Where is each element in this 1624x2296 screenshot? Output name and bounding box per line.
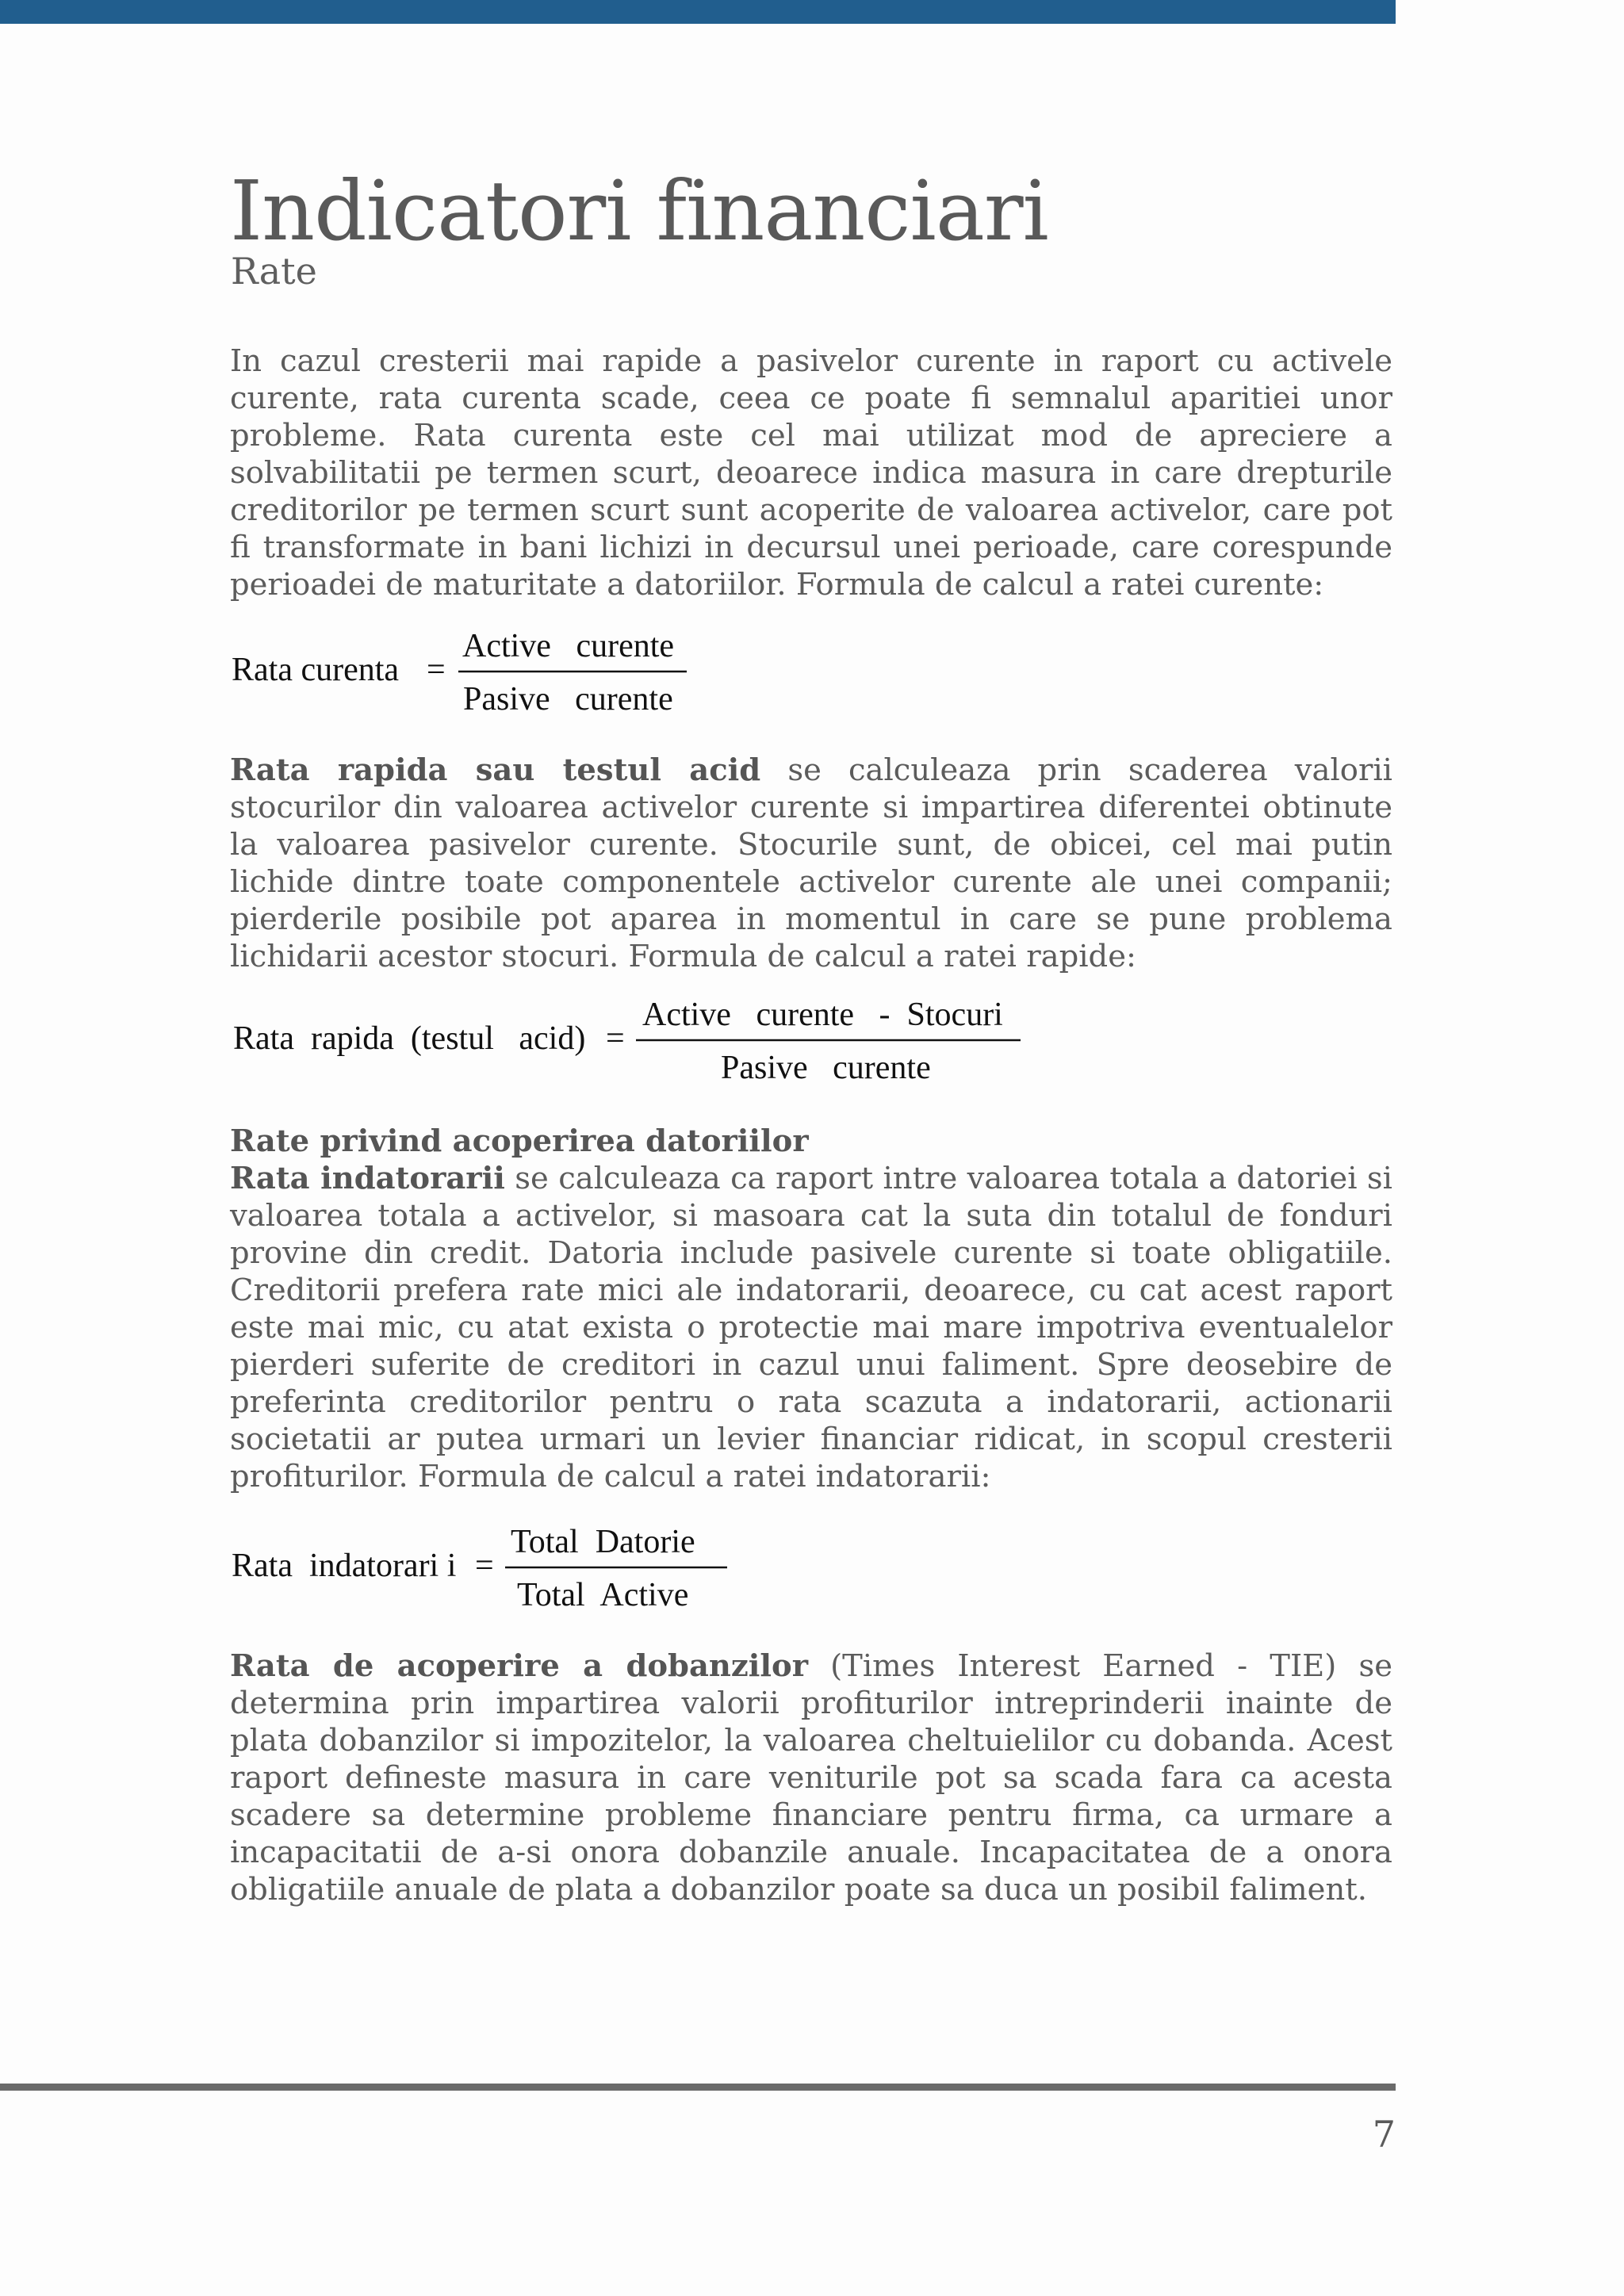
formula-current-ratio (232, 622, 707, 733)
formula-equals: = (475, 1548, 494, 1584)
formula-numerator: Active curente - Stocuri (642, 997, 1003, 1033)
page-number: 7 (1372, 2113, 1396, 2156)
formula-debt-ratio (232, 1518, 787, 1629)
formula-lhs: Rata indatorari i (232, 1548, 457, 1584)
formula-denominator: Total Active (517, 1577, 689, 1613)
formula-equals: = (427, 652, 446, 688)
formula-current-ratio-svg (232, 622, 707, 725)
page-subtitle: Rate (231, 250, 317, 293)
term-interest-coverage: Rata de acoperire a dobanzilor (230, 1648, 808, 1684)
paragraph-debt-ratio (230, 1160, 1392, 1495)
formula-quick-ratio-svg (232, 991, 1025, 1094)
formula-lhs: Rata rapida (testul acid) (233, 1020, 586, 1057)
section-heading-debt: Rate privind acoperirea datoriilor (230, 1123, 809, 1159)
formula-quick-ratio (232, 991, 1025, 1102)
formula-debt-ratio-svg (232, 1518, 787, 1621)
formula-denominator: Pasive curente (463, 681, 673, 718)
formula-numerator: Active curente (462, 628, 675, 664)
term-quick-ratio: Rata rapida sau testul acid (230, 752, 761, 788)
paragraph-current-ratio: In cazul cresterii mai rapide a pasivelor curente in raport cu activele curente, rata curenta scade, ceea ce poate fi semnalul aparitiei unor probleme. Rata curenta este cel mai utilizat mod de apreciere a solvabilitatii pe termen scurt, deoarece indica masura in care drepturile creditorilor pe termen scurt sunt acoperite de valoarea activelor, care pot fi transformate in bani lichizi in decursul unei perioade, care corespunde perioadei de maturitate a datoriilor. Formula de calcul a ratei curente: (230, 343, 1392, 603)
paragraph-quick-ratio-text: se calculeaza prin scaderea valorii stocurilor din valoarea activelor curente si impartirea diferentei obtinute la valoarea pasivelor curente. Stocurile sunt, de obicei, cel mai putin lichide dintre toate componentele activelor curente ale unei companii; pierderile posibile pot aparea in momentul in care se pune problema lichidarii acestor stocuri. Formula de calcul a ratei rapide: (230, 752, 1392, 974)
formula-equals: = (606, 1020, 625, 1057)
term-debt-ratio: Rata indatorarii (230, 1161, 505, 1196)
paragraph-quick-ratio (230, 752, 1392, 975)
paragraph-debt-ratio-text: se calculeaza ca raport intre valoarea totala a datoriei si valoarea totala a activelor, si masoara cat la suta din totalul de fonduri provine din credit. Datoria include pasivele curente si toate obligatiile. Creditorii prefera rate mici ale indatorarii, deoarece, cu cat acest raport este mai mic, cu atat exista o protectie mai mare impotriva eventualelor pierderi suferite de creditori in cazul unui faliment. Spre deosebire de preferinta creditorilor pentru o rata scazuta a indatorarii, actionarii societatii ar putea urmari un levier financiar ridicat, in scopul cresterii profiturilor. Formula de calcul a ratei indatorarii: (230, 1161, 1392, 1494)
paragraph-interest-coverage (230, 1647, 1392, 1908)
formula-denominator: Pasive curente (721, 1050, 931, 1086)
footer-rule (0, 2084, 1396, 2091)
paragraph-interest-coverage-text: (Times Interest Earned - TIE) se determina prin impartirea valorii profiturilor intreprinderii inainte de plata dobanzilor si impozitelor, la valoarea cheltuielilor cu dobanda. Acest raport defineste masura in care veniturile pot sa scada fara ca acesta scadere sa determine probleme financiare pentru firma, ca urmare a incapacitatii de a-si onora dobanzile anuale. Incapacitatea de a onora obligatiile anuale de plata a dobanzilor poate sa duca un posibil faliment. (230, 1648, 1393, 1908)
formula-lhs: Rata curenta (232, 652, 400, 688)
page-title: Indicatori financiari (230, 163, 1048, 259)
header-color-bar (0, 0, 1396, 24)
formula-numerator: Total Datorie (511, 1524, 695, 1560)
